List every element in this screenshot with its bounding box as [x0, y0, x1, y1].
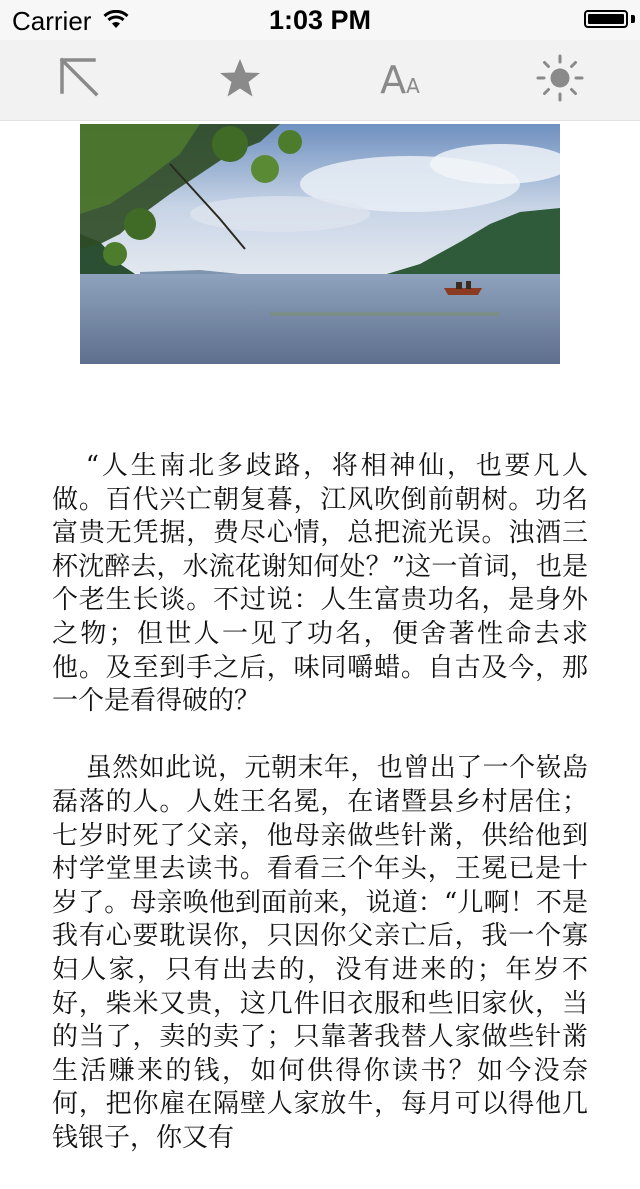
article-paragraph: “人生南北多歧路，将相神仙，也要凡人做。百代兴亡朝复暮，江风吹倒前朝树。功名富贵无凭据，费尽心情，总把流光误。浊酒三杯沈醉去，水流花谢知何处？”这一首词，也是个老生长谈。不过说：人生富贵功名，是身外之物；但世人一见了功名，便舍著性命去求他。及至到手之后，味同嚼蜡。自古及今，那一个是看得破的？ [52, 451, 588, 717]
article-hero-image [80, 124, 560, 364]
star-icon [218, 56, 262, 104]
battery-tip [631, 15, 635, 23]
battery-icon [584, 10, 628, 28]
article-paragraph: 虽然如此说，元朝末年，也曾出了一个嵚𡷊磊落的人。人姓王名冕，在诸暨县乡村居住；七岁时死了父亲，他母亲做些针黹，供给他到村学堂里去读书。看看三个年头，王冕已是十岁了。母亲唤他到面前来，说道：“儿啊！不是我有心要耽误你，只因你父亲亡后，我一个寡妇人家，只有出去的，没有进来的；年岁不好，柴米又贵，这几件旧衣服和些旧家伙，当的当了，卖的卖了；只靠著我替人家做些针黹生活赚来的钱，如何供得你读书？如今没奈何，把你雇在隔壁人家放牛，每月可以得他几钱银子，你又有 [52, 753, 588, 1153]
font-size-button[interactable] [360, 40, 440, 120]
status-bar [0, 0, 640, 40]
article-body [52, 450, 588, 1189]
status-time: 1:03 PM [268, 5, 372, 35]
font-size-icon: AA [380, 58, 420, 102]
favorite-button[interactable] [200, 40, 280, 120]
carrier-label: Carrier [12, 6, 92, 36]
brightness-button[interactable] [520, 40, 600, 120]
reader-toolbar [0, 40, 640, 121]
sun-icon [536, 54, 584, 106]
arrow-up-left-icon [58, 56, 102, 104]
back-button[interactable] [40, 40, 120, 120]
